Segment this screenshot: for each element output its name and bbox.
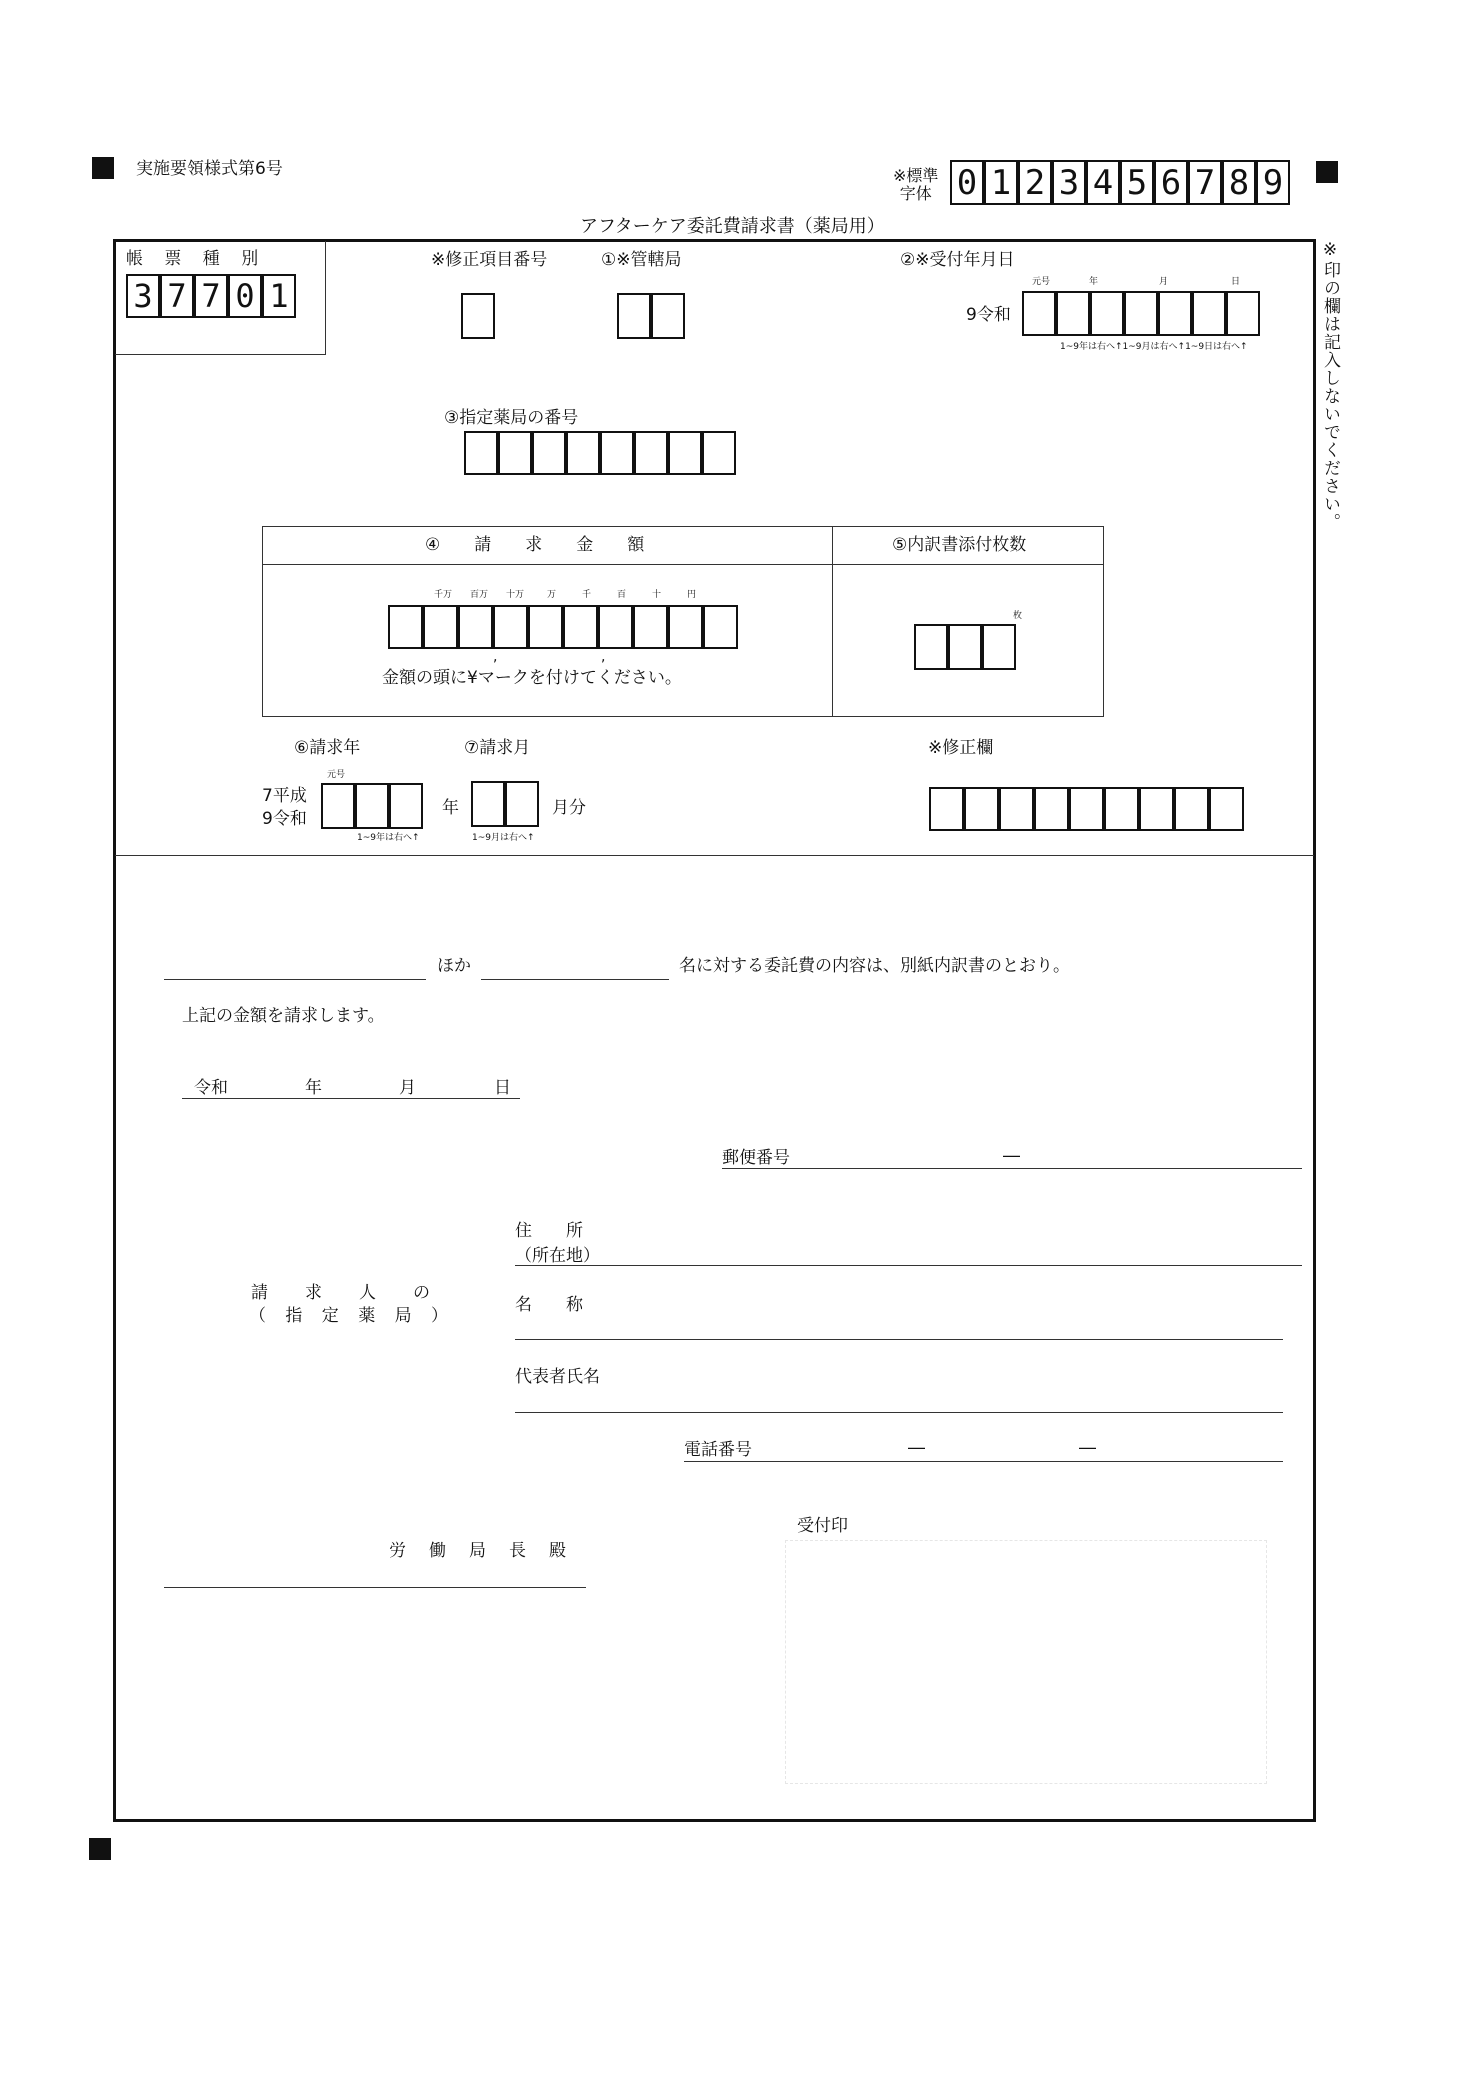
phone-dash-1: ― bbox=[908, 1438, 925, 1458]
correction-item-box[interactable] bbox=[461, 293, 495, 339]
date-line[interactable] bbox=[182, 1098, 520, 1099]
form-type-digit: 3 bbox=[126, 274, 160, 318]
address-sub-label: （所在地） bbox=[515, 1246, 600, 1266]
receipt-stamp-label: 受付印 bbox=[797, 1516, 848, 1536]
claim-month-unit: 月分 bbox=[552, 798, 586, 818]
claim-era-heisei: 7平成 bbox=[262, 786, 307, 806]
claim-year-hint: 1~9年は右へ↑ bbox=[357, 833, 420, 843]
bureau-label: ①※管轄局 bbox=[601, 250, 682, 270]
received-sub-era: 元号 bbox=[1032, 277, 1051, 287]
standard-digit: 4 bbox=[1086, 160, 1120, 205]
postal-label: 郵便番号 bbox=[722, 1148, 790, 1168]
received-sub-day: 日 bbox=[1231, 277, 1241, 287]
bureau-name-line[interactable] bbox=[164, 1587, 586, 1588]
standard-font-label-line1: ※標準 bbox=[893, 166, 939, 185]
claim-month-hint: 1~9月は右へ↑ bbox=[472, 833, 535, 843]
form-type-label: 帳 票 種 別 bbox=[126, 249, 267, 269]
name-label: 名 称 bbox=[515, 1295, 583, 1315]
received-date-boxes[interactable] bbox=[1022, 291, 1260, 336]
request-text: 上記の金額を請求します。 bbox=[182, 1006, 385, 1026]
patient-name-line[interactable] bbox=[164, 979, 426, 980]
received-sub-month: 月 bbox=[1159, 277, 1169, 287]
claim-year-boxes[interactable] bbox=[321, 783, 423, 829]
claim-era-reiwa: 9令和 bbox=[262, 809, 307, 829]
claim-year-unit: 年 bbox=[442, 798, 459, 818]
amount-unit: 円 bbox=[687, 590, 697, 600]
amount-table-header-line bbox=[262, 564, 1104, 565]
correction-field-boxes[interactable] bbox=[929, 787, 1244, 831]
claim-month-label: ⑦請求月 bbox=[464, 738, 531, 758]
amount-unit: 十万 bbox=[506, 590, 525, 600]
date-year: 年 bbox=[305, 1078, 322, 1098]
amount-note: 金額の頭に¥マークを付けてください。 bbox=[382, 668, 682, 688]
phone-line[interactable] bbox=[684, 1461, 1283, 1462]
receipt-stamp-area bbox=[785, 1540, 1267, 1784]
amount-unit: 千 bbox=[582, 590, 592, 600]
form-type-digits bbox=[126, 274, 296, 318]
registration-mark-top-right bbox=[1316, 161, 1338, 183]
standard-digit: 8 bbox=[1222, 160, 1256, 205]
attachments-boxes[interactable] bbox=[914, 624, 1016, 670]
addressee-label: 労 働 局 長 殿 bbox=[389, 1541, 569, 1561]
form-type-digit: 7 bbox=[160, 274, 194, 318]
date-era: 令和 bbox=[194, 1078, 228, 1098]
statement-text: 名に対する委託費の内容は、別紙内訳書のとおり。 bbox=[679, 956, 1070, 976]
correction-field-label: ※修正欄 bbox=[928, 738, 994, 758]
attachments-unit: 枚 bbox=[1013, 611, 1023, 621]
amount-separator: , bbox=[601, 649, 606, 665]
name-line[interactable] bbox=[515, 1339, 1283, 1340]
received-sub-year: 年 bbox=[1089, 277, 1099, 287]
section-divider bbox=[115, 855, 1314, 856]
address-label: 住 所 bbox=[515, 1221, 583, 1241]
amount-unit: 百 bbox=[617, 590, 627, 600]
amount-unit: 十 bbox=[652, 590, 662, 600]
representative-label: 代表者氏名 bbox=[515, 1367, 600, 1387]
attachments-label: ⑤内訳書添付枚数 bbox=[892, 535, 1027, 555]
form-type-digit: 7 bbox=[194, 274, 228, 318]
standard-digit: 5 bbox=[1120, 160, 1154, 205]
standard-digit: 7 bbox=[1188, 160, 1222, 205]
standard-digit: 1 bbox=[984, 160, 1018, 205]
standard-digit: 3 bbox=[1052, 160, 1086, 205]
form-type-digit: 0 bbox=[228, 274, 262, 318]
amount-separator: , bbox=[493, 649, 498, 665]
received-date-hint: 1~9年は右へ↑1~9月は右へ↑1~9日は右へ↑ bbox=[1060, 342, 1248, 352]
postal-line[interactable] bbox=[722, 1168, 1302, 1169]
postal-dash: ― bbox=[1003, 1146, 1020, 1166]
claim-year-label: ⑥請求年 bbox=[294, 738, 361, 758]
amount-boxes[interactable] bbox=[388, 605, 738, 649]
standard-digit: 2 bbox=[1018, 160, 1052, 205]
standard-font-label-line2: 字体 bbox=[899, 184, 932, 204]
form-title: アフターケア委託費請求書（薬局用） bbox=[580, 216, 885, 237]
phone-dash-2: ― bbox=[1079, 1438, 1096, 1458]
standard-digit: 6 bbox=[1154, 160, 1188, 205]
amount-unit: 百万 bbox=[470, 590, 489, 600]
standard-digit: 0 bbox=[950, 160, 984, 205]
form-type-digit: 1 bbox=[262, 274, 296, 318]
standard-digit-boxes bbox=[950, 160, 1290, 205]
bureau-boxes[interactable] bbox=[617, 293, 685, 339]
amount-unit: 千万 bbox=[434, 590, 453, 600]
form-number: 実施要領様式第6号 bbox=[136, 159, 283, 179]
date-month: 月 bbox=[399, 1078, 416, 1098]
correction-item-label: ※修正項目番号 bbox=[431, 250, 548, 270]
phone-label: 電話番号 bbox=[684, 1440, 752, 1460]
patient-count-line[interactable] bbox=[481, 979, 669, 980]
registration-mark-top-left bbox=[92, 157, 114, 179]
amount-unit: 万 bbox=[547, 590, 557, 600]
amount-label: ④ 請 求 金 額 bbox=[425, 535, 645, 555]
date-day: 日 bbox=[494, 1078, 511, 1098]
claimant-sub-label: （ 指 定 薬 局 ） bbox=[249, 1306, 456, 1326]
registration-mark-bottom-left bbox=[89, 1838, 111, 1860]
claim-month-boxes[interactable] bbox=[471, 781, 539, 827]
received-date-label: ②※受付年月日 bbox=[900, 250, 1015, 270]
claimant-label: 請 求 人 の bbox=[251, 1283, 440, 1303]
side-note: ※印の欄は記入しないでください。 bbox=[1320, 240, 1340, 531]
claim-era-sub: 元号 bbox=[327, 770, 346, 780]
others-label: ほか bbox=[437, 956, 471, 976]
pharmacy-number-label: ③指定薬局の番号 bbox=[444, 408, 579, 428]
amount-table-divider bbox=[832, 526, 833, 717]
representative-line[interactable] bbox=[515, 1412, 1283, 1413]
address-line[interactable] bbox=[515, 1265, 1302, 1266]
standard-font-label bbox=[893, 167, 938, 204]
pharmacy-number-boxes[interactable] bbox=[464, 431, 736, 475]
received-era: 9令和 bbox=[966, 305, 1011, 325]
standard-digit: 9 bbox=[1256, 160, 1290, 205]
